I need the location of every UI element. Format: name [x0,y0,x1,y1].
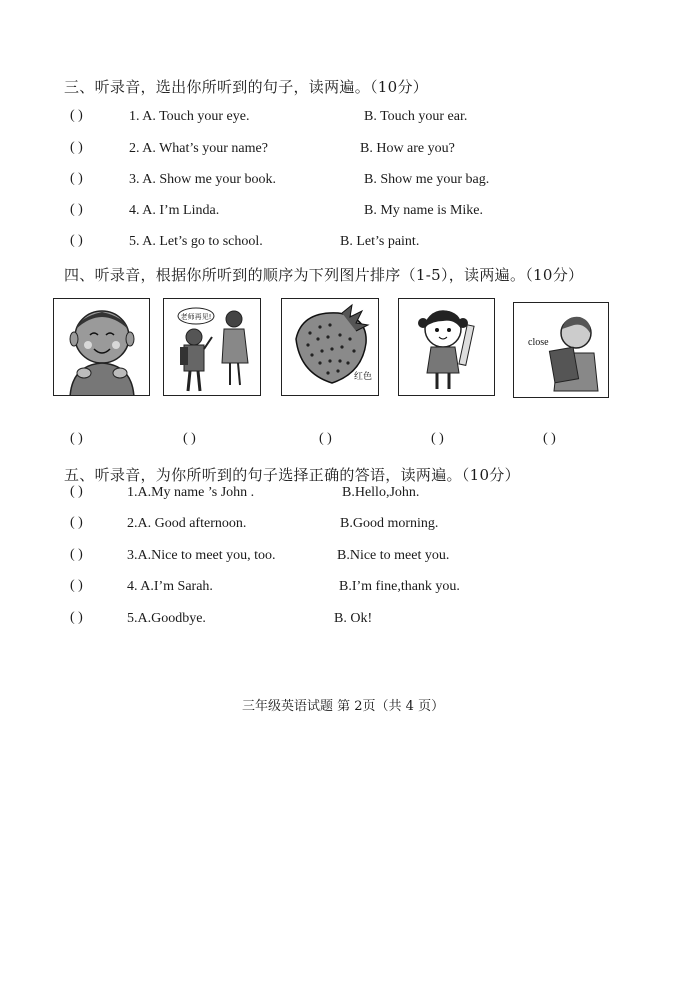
answer-blank[interactable]: ( ) [70,108,83,123]
option-b: B. Let’s paint. [340,234,420,249]
girl-with-ruler-icon [399,299,495,396]
strawberry-color-label: 红色 [354,372,373,382]
order-blank[interactable]: ( ) [319,431,332,446]
speech-bubble-text: 老师再见! [180,313,212,321]
answer-blank[interactable]: ( ) [70,140,83,155]
section5-title: 五、听录音，为你所听到的句子选择正确的答语，读两遍。（10分） [64,466,520,484]
option-a: 4. A. I’m Linda. [129,203,220,218]
picture-girl [398,298,495,396]
option-b: B. Show me your bag. [364,172,490,187]
answer-blank[interactable]: ( ) [70,515,83,530]
option-b: B. How are you? [360,141,455,156]
answer-blank[interactable]: ( ) [70,610,83,625]
section3-title: 三、听录音，选出你所听到的句子，读两遍。（10分） [64,78,429,96]
option-b: B.Nice to meet you. [337,548,450,563]
page-footer: 三年级英语试题 第 2页（共 4 页） [242,699,445,714]
option-b: B. My name is Mike. [364,203,483,218]
option-b: B.I’m fine,thank you. [339,579,460,594]
picture-teacher-student [163,298,261,396]
option-a: 3.A.Nice to meet you, too. [127,548,276,563]
answer-blank[interactable]: ( ) [70,578,83,593]
order-blank[interactable]: ( ) [543,431,556,446]
picture-strawberry [281,298,379,396]
order-blank[interactable]: ( ) [183,431,196,446]
order-blank[interactable]: ( ) [431,431,444,446]
option-a: 1.A.My name ’s John . [127,485,255,500]
boy-smiling-icon [54,299,150,396]
book-word-label: close [528,337,549,348]
teacher-and-student-icon [164,299,261,396]
option-a: 5.A.Goodbye. [127,611,206,626]
option-b: B.Good morning. [340,516,439,531]
section4-title: 四、听录音，根据你所听到的顺序为下列图片排序（1-5），读两遍。（10分） [64,266,584,284]
answer-blank[interactable]: ( ) [70,547,83,562]
answer-blank[interactable]: ( ) [70,233,83,248]
option-b: B. Touch your ear. [364,109,468,124]
order-blank[interactable]: ( ) [70,431,83,446]
option-b: B. Ok! [334,611,373,626]
option-a: 5. A. Let’s go to school. [129,234,263,249]
option-a: 4. A.I’m Sarah. [127,579,213,594]
option-a: 2.A. Good afternoon. [127,516,247,531]
picture-boy [53,298,150,396]
answer-blank[interactable]: ( ) [70,202,83,217]
answer-blank[interactable]: ( ) [70,484,83,499]
answer-blank[interactable]: ( ) [70,171,83,186]
boy-with-book-icon [514,303,609,398]
option-b: B.Hello,John. [342,485,420,500]
strawberry-icon [282,299,379,396]
option-a: 1. A. Touch your eye. [129,109,250,124]
picture-boy-book [513,302,609,398]
option-a: 3. A. Show me your book. [129,172,276,187]
option-a: 2. A. What’s your name? [129,141,268,156]
